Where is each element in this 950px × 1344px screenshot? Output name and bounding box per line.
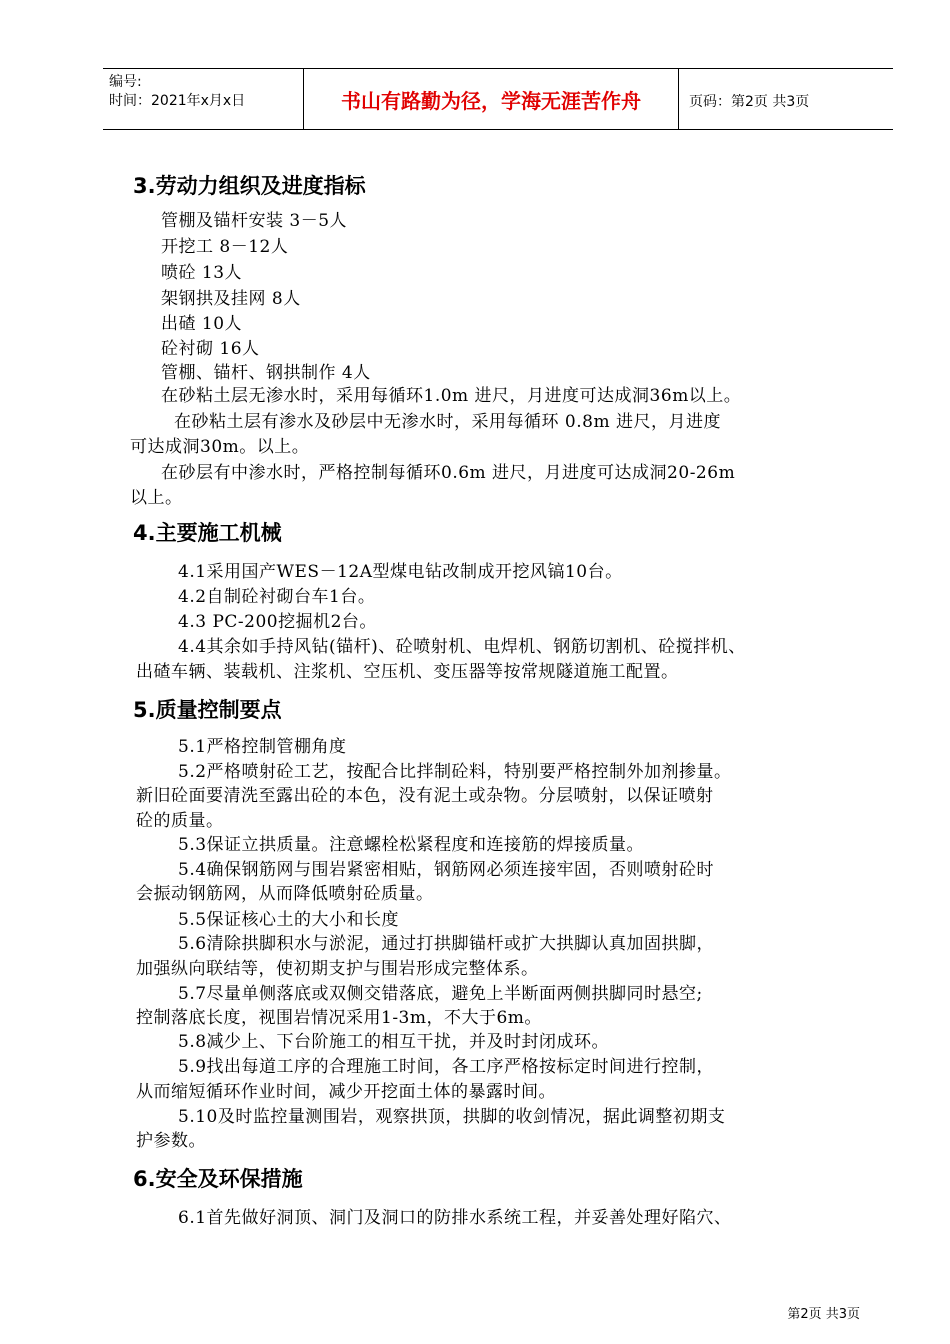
text-line: 5.6清除拱脚积水与淤泥，通过打拱脚锚杆或扩大拱脚认真加固拱脚， (178, 934, 715, 954)
text-line: 加强纵向联结等，使初期支护与围岩形成完整体系。 (136, 959, 539, 979)
time-label: 时间：2021年x月x日 (109, 93, 246, 109)
text-line: 5.1严格控制管棚角度 (178, 737, 347, 757)
text-line: 5.2严格喷射砼工艺，按配合比拌制砼料，特别要严格控制外加剂掺量。 (178, 762, 732, 782)
section-5-title: 5.质量控制要点 (133, 698, 282, 722)
text-line: 架钢拱及挂网 8人 (161, 289, 301, 309)
text-line: 护参数。 (136, 1131, 206, 1151)
text-line: 4.2自制砼衬砌台车1台。 (178, 587, 376, 607)
text-line: 4.1采用国产WES－12A型煤电钻改制成开挖风镐10台。 (178, 562, 623, 582)
text-line: 在砂粘土层有渗水及砂层中无渗水时，采用每循环 0.8m 进尺，月进度 (174, 412, 721, 432)
section-3-title: 3.劳动力组织及进度指标 (133, 174, 366, 198)
text-line: 5.10及时监控量测围岩，观察拱顶，拱脚的收剑情况，据此调整初期支 (178, 1107, 726, 1127)
text-line: 管棚及锚杆安装 3－5人 (161, 211, 348, 231)
text-line: 4.4其余如手持风钻(锚杆)、砼喷射机、电焊机、钢筋切割机、砼搅拌机、 (178, 637, 746, 657)
page-header (103, 68, 893, 130)
text-line: 6.1首先做好洞顶、洞门及洞口的防排水系统工程，并妥善处理好陷穴、 (178, 1208, 732, 1228)
text-line: 5.3保证立拱质量。注意螺栓松紧程度和连接筋的焊接质量。 (178, 835, 645, 855)
text-line: 以上。 (130, 488, 183, 508)
text-line: 5.9找出每道工序的合理施工时间，各工序严格按标定时间进行控制， (178, 1057, 715, 1077)
text-line: 4.3 PC-200挖掘机2台。 (178, 612, 377, 632)
page-footer: 第2页 共3页 (787, 1307, 860, 1322)
text-line: 出碴车辆、装载机、注浆机、空压机、变压器等按常规隧道施工配置。 (136, 662, 679, 682)
header-motto: 书山有路勤为径，学海无涯苦作舟 (304, 69, 679, 129)
text-line: 管棚、锚杆、钢拱制作 4人 (161, 363, 371, 383)
number-label: 编号: (109, 74, 142, 90)
section-4-title: 4.主要施工机械 (133, 521, 282, 545)
text-line: 控制落底长度，视围岩情况采用1-3m，不大于6m。 (136, 1008, 542, 1028)
text-line: 新旧砼面要清洗至露出砼的本色，没有泥土或杂物。分层喷射，以保证喷射 (136, 786, 714, 806)
text-line: 5.4确保钢筋网与围岩紧密相贴，钢筋网必须连接牢固，否则喷射砼时 (178, 860, 715, 880)
text-line: 砼衬砌 16人 (161, 339, 260, 359)
text-line: 出碴 10人 (161, 314, 243, 334)
header-info-cell (103, 69, 304, 129)
text-line: 喷砼 13人 (161, 263, 243, 283)
text-line: 5.5保证核心土的大小和长度 (178, 910, 400, 930)
section-6-title: 6.安全及环保措施 (133, 1167, 303, 1191)
text-line: 在砂层有中渗水时，严格控制每循环0.6m 进尺，月进度可达成洞20-26m (161, 463, 736, 483)
text-line: 砼的质量。 (136, 811, 224, 831)
text-line: 5.7尽量单侧落底或双侧交错落底，避免上半断面两侧拱脚同时悬空; (178, 984, 703, 1004)
header-page-label: 页码：第2页 共3页 (689, 94, 810, 110)
text-line: 会振动钢筋网，从而降低喷射砼质量。 (136, 884, 434, 904)
text-line: 开挖工 8－12人 (161, 237, 289, 257)
text-line: 5.8减少上、下台阶施工的相互干扰，并及时封闭成环。 (178, 1032, 610, 1052)
text-line: 在砂粘土层无渗水时，采用每循环1.0m 进尺，月进度可达成洞36m以上。 (161, 386, 742, 406)
text-line: 可达成洞30m。以上。 (130, 437, 310, 457)
text-line: 从而缩短循环作业时间，减少开挖面土体的暴露时间。 (136, 1082, 556, 1102)
